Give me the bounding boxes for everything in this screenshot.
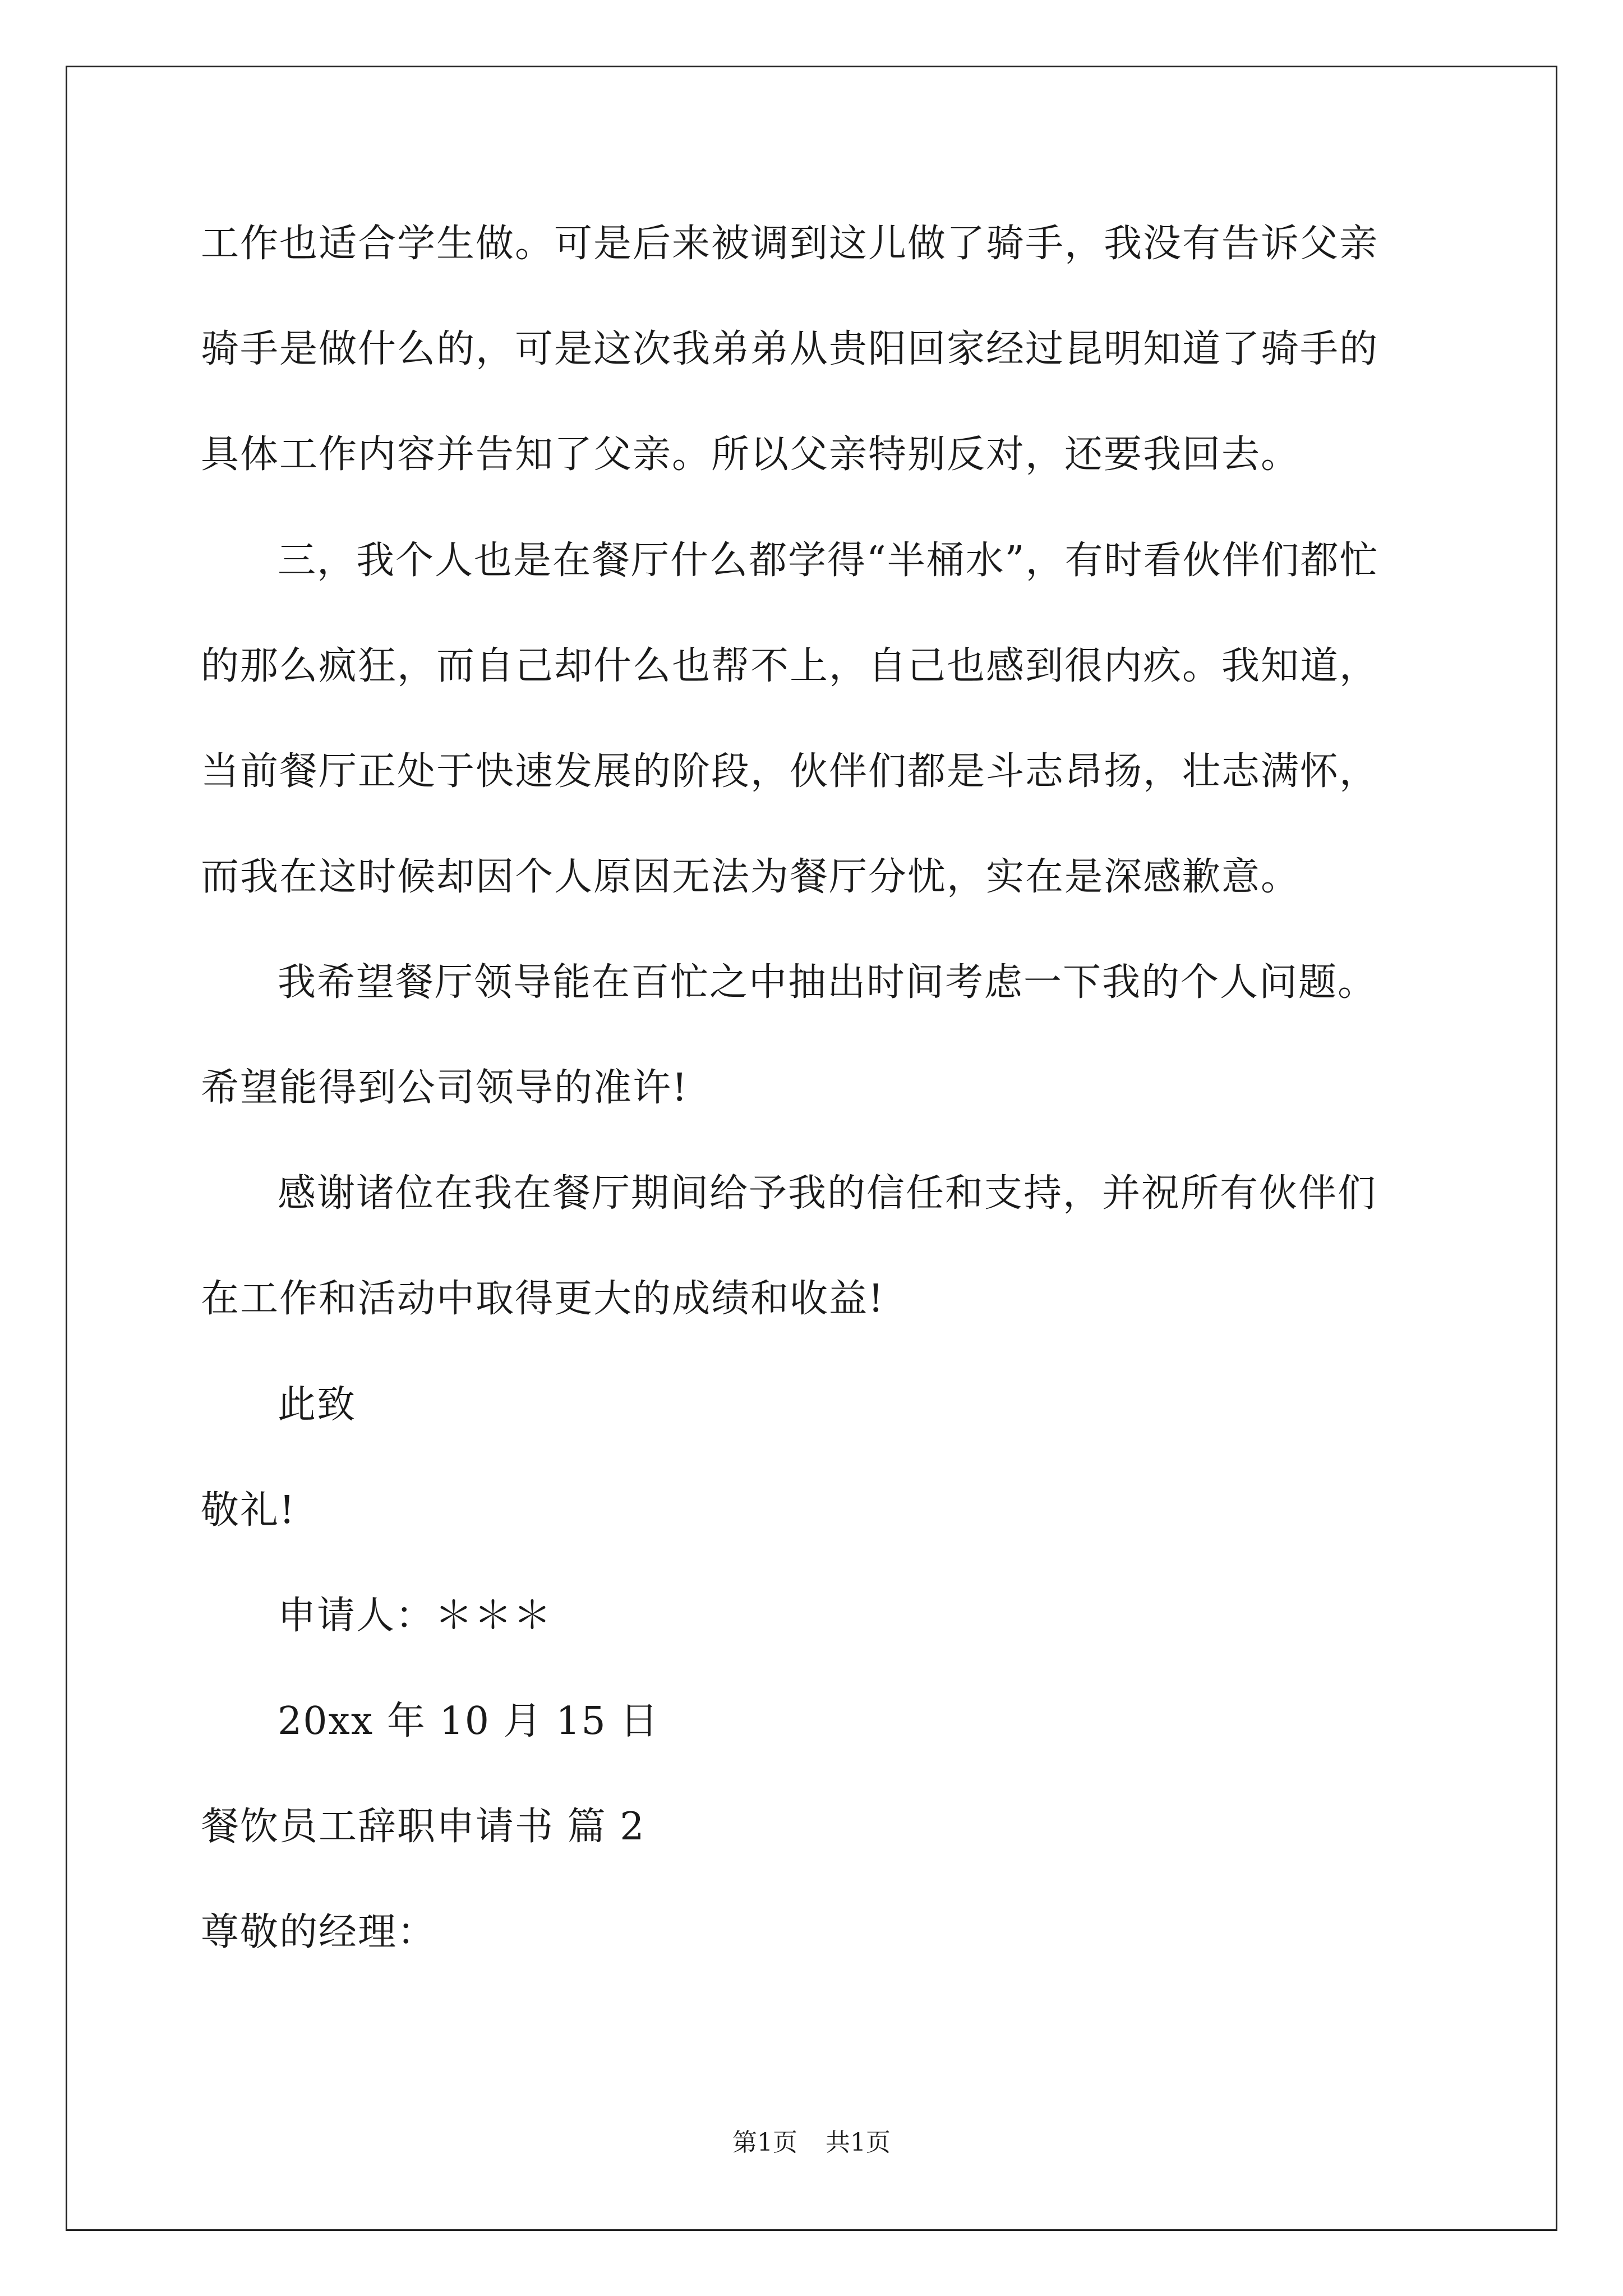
- closing-salutation: 此致: [278, 1383, 357, 1427]
- closing-regards: 敬礼!: [201, 1488, 296, 1533]
- page-footer: [0, 2126, 1623, 2160]
- body-line-2: 骑手是做什么的，可是这次我弟弟从贵阳回家经过昆明知道了骑手的: [201, 327, 1379, 371]
- body-line-3: 具体工作内容并告知了父亲。所以父亲特别反对，还要我回去。: [201, 432, 1301, 477]
- page-number: 第1页: [732, 2128, 797, 2157]
- applicant-line: 申请人：＊＊＊: [278, 1594, 553, 1638]
- body-line-10: 感谢诸位在我在餐厅期间给予我的信任和支持，并祝所有伙伴们: [278, 1171, 1377, 1216]
- greeting-line: 尊敬的经理：: [201, 1910, 437, 1954]
- body-line-9: 希望能得到公司领导的准许!: [201, 1066, 689, 1110]
- section-heading: 餐饮员工辞职申请书 篇 2: [201, 1805, 645, 1849]
- body-line-11: 在工作和活动中取得更大的成绩和收益!: [201, 1277, 885, 1321]
- body-line-4: 三，我个人也是在餐厅什么都学得“半桶水”，有时看伙伴们都忙: [278, 539, 1379, 583]
- body-line-6: 当前餐厅正处于快速发展的阶段，伙伴们都是斗志昂扬，壮志满怀，: [201, 749, 1379, 794]
- body-line-1: 工作也适合学生做。可是后来被调到这儿做了骑手，我没有告诉父亲: [201, 222, 1379, 266]
- page-total: 共1页: [826, 2128, 891, 2157]
- body-line-7: 而我在这时候却因个人原因无法为餐厅分忧，实在是深感歉意。: [201, 855, 1301, 899]
- body-line-5: 的那么疯狂，而自己却什么也帮不上，自己也感到很内疚。我知道，: [201, 644, 1379, 688]
- date-line: 20xx 年 10 月 15 日: [278, 1699, 660, 1743]
- body-line-8: 我希望餐厅领导能在百忙之中抽出时间考虑一下我的个人问题。: [278, 960, 1377, 1005]
